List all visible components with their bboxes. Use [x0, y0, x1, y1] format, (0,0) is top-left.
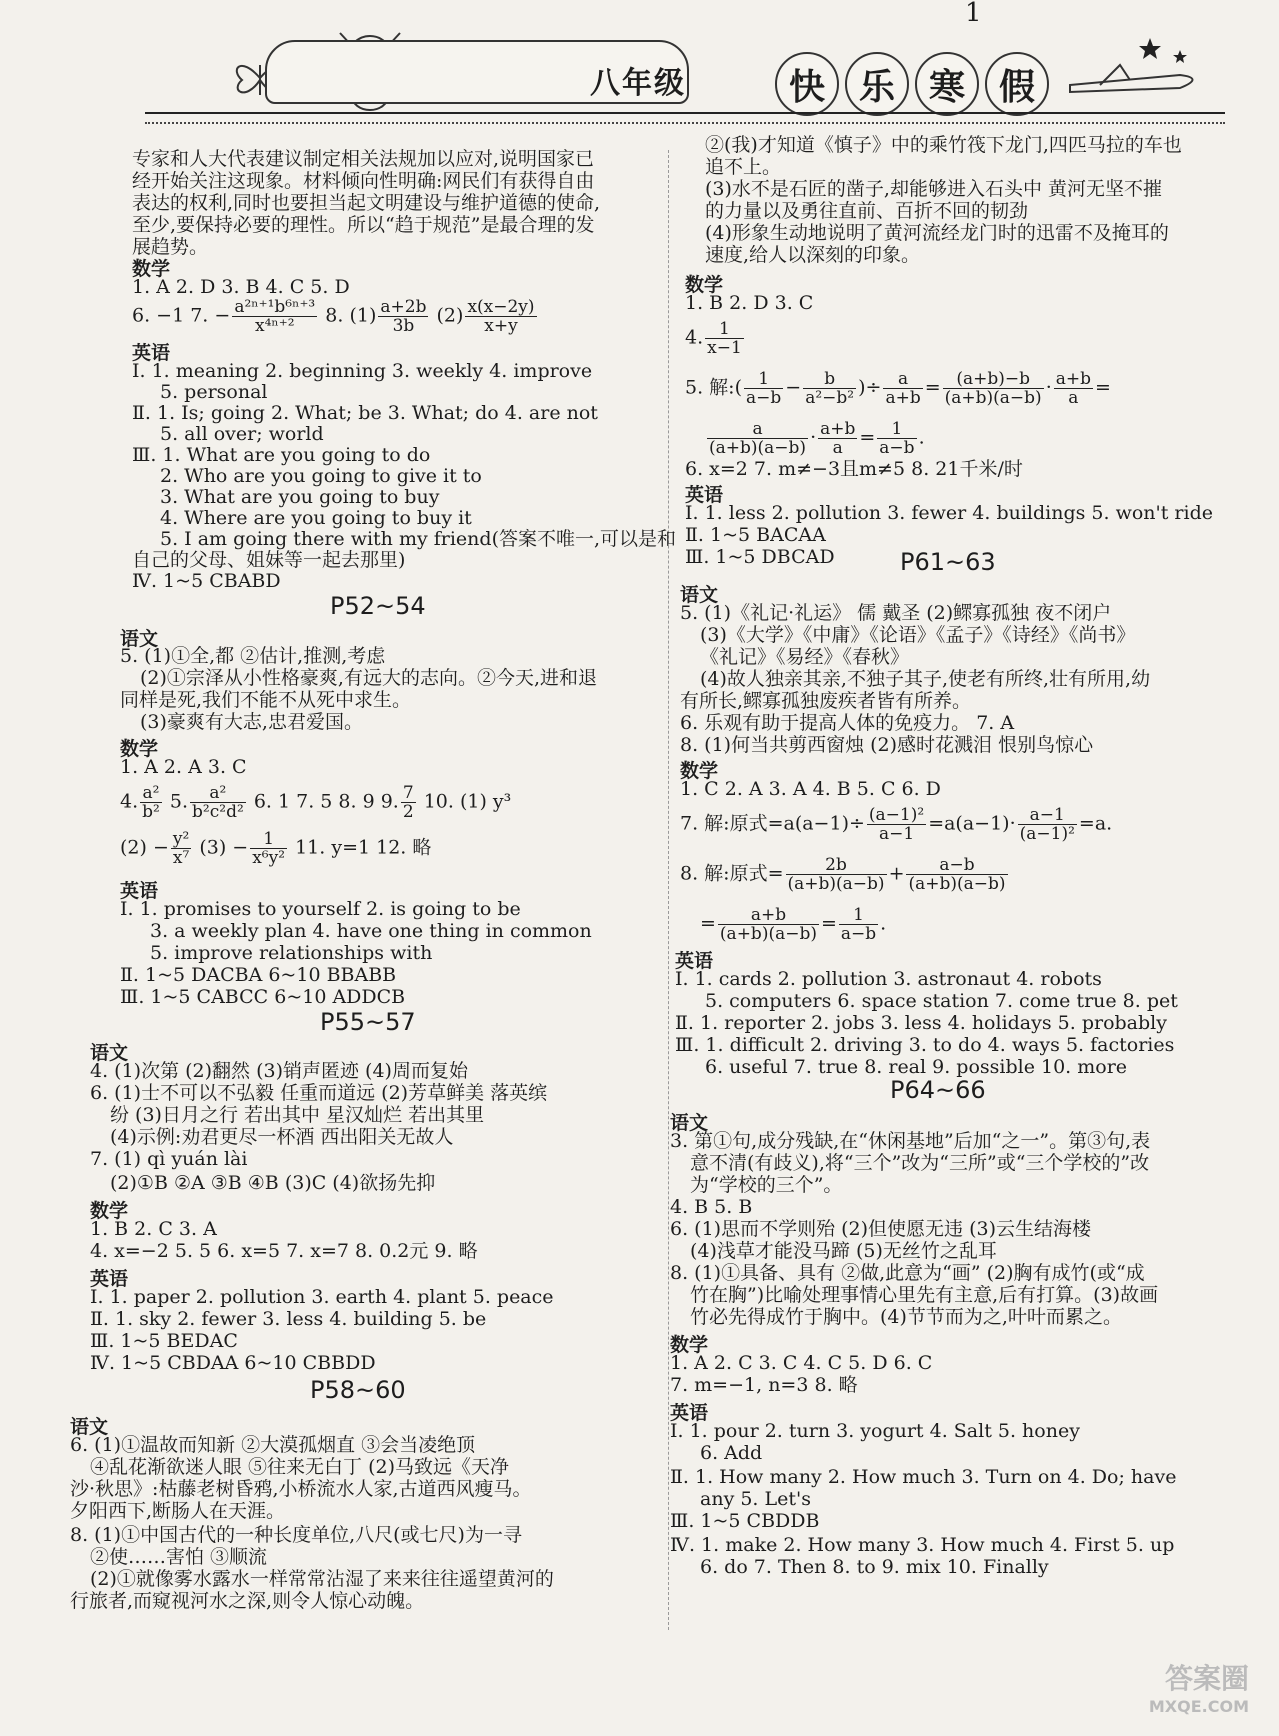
text-line: 为“学校的三个”。 [690, 1174, 843, 1196]
numerator: x(x−2y) [467, 297, 535, 317]
text-line: (2)①就像雾水露水一样常常沾湿了来来往往遥望黄河的 [90, 1568, 554, 1590]
title-char-4: 假 [985, 52, 1049, 116]
text-span: =a(a−1)· [928, 812, 1016, 835]
text-line: 3. 第①句,成分残缺,在“休闲基地”后加“之一”。第③句,表 [670, 1130, 1151, 1152]
numerator: (a+b)−b [943, 370, 1044, 389]
text-line: Ⅰ. 1. paper 2. pollution 3. earth 4. plant 5. peace [90, 1286, 554, 1308]
section-title-english: 英语 [120, 880, 159, 902]
text-span: = [1095, 376, 1111, 399]
text-line: 5. (1)①全,都 ②估计,推测,考虑 [120, 645, 386, 667]
text-line: 4. B 5. B [670, 1196, 753, 1218]
text-line: 至少,要保持必要的理性。所以“趋于规范”是最合理的发 [132, 214, 595, 236]
text-line: 3. What are you going to buy [160, 486, 440, 508]
text-line: Ⅰ. 1. promises to yourself 2. is going to be [120, 898, 521, 920]
fraction [1054, 370, 1093, 407]
text-span: = [700, 912, 716, 935]
text-line: 速度,给人以深刻的印象。 [705, 244, 921, 266]
text-line: 6. useful 7. true 8. real 9. possible 10. more [705, 1056, 1128, 1078]
text-line: 8. (1)①具备、具有 ②做,此意为“画” (2)胸有成竹(或“成 [670, 1262, 1145, 1284]
text-line: Ⅲ. 1~5 BEDAC [90, 1330, 238, 1352]
fraction [818, 420, 857, 457]
text-line: 竹必先得成竹于胸中。(4)节节而为之,叶叶而累之。 [690, 1306, 1122, 1328]
numerator: a+b [718, 906, 819, 925]
text-line: 有所长,鳏寡孤独废疾者皆有所养。 [680, 690, 972, 712]
text-line: 5. all over; world [160, 423, 324, 445]
denominator: (a+b)(a−b) [944, 388, 1042, 408]
text-span: (2) − [120, 836, 169, 859]
section-title-english: 英语 [675, 950, 714, 972]
denominator: a [1068, 388, 1079, 408]
text-line: 4. (1)次第 (2)翻然 (3)销声匿迹 (4)周而复始 [90, 1060, 468, 1082]
section-title-math: 数学 [90, 1200, 129, 1222]
numerator: 1 [705, 320, 744, 339]
text-span: = [820, 912, 837, 935]
fraction [786, 856, 887, 893]
section-title-math: 数学 [685, 274, 724, 296]
text-span: )÷ [858, 376, 882, 399]
text-line: 1. A 2. C 3. C 4. C 5. D 6. C [670, 1352, 933, 1374]
fraction [250, 830, 287, 867]
numerator: 7 [402, 783, 414, 803]
section-title-chinese: 语文 [90, 1042, 129, 1064]
text-line: (3)水不是石匠的凿子,却能够进入石头中 黄河无坚不摧 [705, 178, 1162, 200]
text-span: · [810, 426, 817, 449]
text-line: ②使……害怕 ③顺流 [90, 1546, 268, 1568]
section-title-chinese: 语文 [680, 584, 719, 606]
text-line: 展趋势。 [132, 236, 209, 258]
denominator: (a−1)² [1019, 824, 1075, 844]
text-line: 5. personal [160, 381, 268, 403]
denominator: 2 [402, 802, 414, 822]
text-line: 6. (1)①温故而知新 ②大漠孤烟直 ③会当凌绝顶 [70, 1434, 476, 1456]
text-span: 4. [685, 326, 704, 349]
numerator: a [707, 420, 808, 439]
text-line: 意不清(有歧义),将“三个”改为“三所”或“三个学校的”改 [690, 1152, 1150, 1174]
numerator: (a−1)² [868, 805, 925, 825]
text-line: ②(我)才知道《慎子》中的乘竹筏下龙门,四匹马拉的车也 [705, 134, 1182, 156]
page-range-heading: P64~66 [890, 1076, 986, 1104]
text-line: 1. C 2. A 3. A 4. B 5. C 6. D [680, 778, 941, 800]
grade-label: 八年级 [590, 66, 686, 101]
math-line [700, 906, 886, 943]
denominator: x⁴ⁿ⁺² [255, 316, 295, 336]
text-line: Ⅱ. 1. Is; going 2. What; be 3. What; do 4. are not [132, 402, 598, 424]
fraction [718, 906, 819, 943]
denominator: (a+b)(a−b) [719, 924, 817, 944]
math-line [132, 298, 539, 335]
text-line: 4. x=−2 5. 5 6. x=5 7. x=7 8. 0.2元 9. 略 [90, 1240, 478, 1262]
title-char-2: 乐 [845, 52, 909, 116]
text-line: 4. Where are you going to buy it [160, 507, 472, 529]
page-range-heading: P61~63 [900, 548, 996, 576]
text-span: − [785, 376, 802, 399]
text-span: 4. [120, 790, 139, 813]
text-line: 5. (1)《礼记·礼运》 儒 戴圣 (2)鳏寡孤独 夜不闭户 [680, 602, 1112, 624]
fraction [707, 420, 808, 457]
header-dotted-rule [145, 122, 1225, 124]
text-line: 追不上。 [705, 156, 782, 178]
text-span: (3) − [199, 836, 249, 859]
denominator: (a+b)(a−b) [709, 438, 807, 458]
numerator: a² [140, 784, 162, 803]
text-line: Ⅰ. 1. less 2. pollution 3. fewer 4. buildings 5. won't ride [685, 502, 1213, 524]
text-span: 8. 解:原式= [680, 862, 784, 885]
section-title-english: 英语 [670, 1402, 709, 1424]
text-line: Ⅲ. 1. What are you going to do [132, 444, 431, 466]
text-span: 11. y=1 12. 略 [295, 836, 432, 859]
text-span: + [888, 862, 905, 885]
text-line: (4)形象生动地说明了黄河流经龙门时的迅雷不及掩耳的 [705, 222, 1169, 244]
text-span: · [1045, 376, 1052, 399]
text-line: 纷 (3)日月之行 若出其中 星汉灿烂 若出其里 [110, 1104, 485, 1126]
section-title-chinese: 语文 [670, 1112, 709, 1134]
section-title-english: 英语 [90, 1268, 129, 1290]
denominator: a [832, 438, 843, 458]
denominator: x⁷ [172, 848, 190, 868]
text-line: 专家和人大代表建议制定相关法规加以应对,说明国家已 [132, 148, 595, 170]
text-line: 表达的权利,同时也要担当起文明建设与维护道德的使命, [132, 192, 601, 214]
fraction [867, 806, 926, 843]
numerator: 2b [786, 856, 887, 875]
denominator: a−1 [878, 824, 915, 844]
numerator: a [883, 370, 922, 389]
text-line: 8. (1)何当共剪西窗烛 (2)感时花溅泪 恨别鸟惊心 [680, 734, 1094, 756]
numerator: 1 [877, 420, 916, 439]
watermark-text: 答案圈 [1164, 1662, 1249, 1695]
page-header [0, 0, 1279, 140]
text-line: ④乱花渐欲迷人眼 ⑤往来无白丁 (2)马致远《天净 [90, 1456, 509, 1478]
text-line: Ⅱ. 1~5 BACAA [685, 524, 826, 546]
denominator: (a+b)(a−b) [787, 874, 885, 894]
denominator: b² [142, 802, 160, 822]
column-divider [668, 150, 669, 1630]
numerator: a+b [820, 419, 856, 439]
text-line: 1. A 2. D 3. B 4. C 5. D [132, 276, 350, 298]
section-title-chinese: 语文 [120, 628, 159, 650]
numerator: a+2b [380, 297, 427, 317]
text-line: 行旅者,而窥视河水之深,则令人惊心动魄。 [70, 1590, 425, 1612]
fraction [378, 298, 428, 335]
text-line: 自己的父母、姐妹等一起去那里) [132, 549, 406, 571]
text-span: 7. 解:原式=a(a−1)÷ [680, 812, 865, 835]
text-line: 经开始关注这现象。材料倾向性明确:网民们有获得自由 [132, 170, 595, 192]
text-line: 的力量以及勇往直前、百折不回的韧劲 [705, 200, 1029, 222]
title-char-3: 寒 [915, 52, 979, 116]
denominator: x⁶y² [252, 848, 286, 868]
denominator: b²c²d² [192, 802, 244, 822]
text-line: 7. (1) qì yuán lài [90, 1148, 248, 1170]
math-line [680, 856, 1010, 893]
text-line: (4)故人独亲其亲,不独子其子,使老有所终,壮有所用,幼 [700, 668, 1151, 690]
text-line: 6. Add [700, 1442, 763, 1464]
section-title-english: 英语 [685, 484, 724, 506]
fraction [839, 906, 878, 943]
section-title-chinese: 语文 [70, 1416, 109, 1438]
text-line: any 5. Let's [700, 1488, 811, 1510]
denominator: a²−b² [805, 388, 855, 408]
denominator: (a+b)(a−b) [908, 874, 1006, 894]
text-span: 6. −1 7. − [132, 304, 231, 327]
text-line: 沙·秋思》:枯藤老树昏鸦,小桥流水人家,古道西风瘦马。 [70, 1478, 532, 1500]
text-line: 1. B 2. C 3. A [90, 1218, 217, 1240]
text-line: 6. (1)士不可以不弘毅 任重而道远 (2)芳草鲜美 落英缤 [90, 1082, 548, 1104]
text-line: (2)①B ②A ③B ④B (3)C (4)欲扬先抑 [110, 1172, 436, 1194]
page-range-heading: P55~57 [320, 1008, 416, 1036]
denominator: a−b [840, 924, 877, 944]
numerator: 1 [744, 370, 783, 389]
text-line: (4)浅草才能没马蹄 (5)无丝竹之乱耳 [690, 1240, 997, 1262]
text-line: (2)①宗泽从小性格豪爽,有远大的志向。②今天,进和退 [140, 667, 597, 689]
section-title-math: 数学 [120, 738, 159, 760]
header-rule [145, 112, 1225, 114]
denominator: x+y [484, 316, 518, 336]
text-line: 3. a weekly plan 4. have one thing in common [150, 920, 592, 942]
fraction [465, 298, 536, 335]
fraction [906, 856, 1007, 893]
text-line: 5. I am going there with my friend(答案不唯一,可以是和 [160, 528, 677, 550]
numerator: a²ⁿ⁺¹b⁶ⁿ⁺³ [234, 297, 316, 317]
text-span: 5. [169, 790, 189, 813]
fraction [877, 420, 916, 457]
text-span: 6. 1 7. 5 8. 9 9. [253, 790, 399, 813]
numerator: b [803, 370, 856, 389]
fraction [232, 298, 317, 335]
text-line: Ⅰ. 1. meaning 2. beginning 3. weekly 4. improve [132, 360, 593, 382]
watermark-url: MXQE.COM [1148, 1697, 1249, 1716]
text-span: = [924, 376, 941, 399]
text-span: . [918, 426, 925, 449]
text-line: 5. computers 6. space station 7. come true 8. pet [705, 990, 1178, 1012]
watermark-logo [1149, 1657, 1249, 1716]
section-title-math: 数学 [132, 258, 171, 280]
numerator: a² [190, 784, 246, 803]
text-line: Ⅳ. 1~5 CBABD [132, 570, 281, 592]
text-line: Ⅰ. 1. cards 2. pollution 3. astronaut 4. robots [675, 968, 1102, 990]
numerator: 1 [250, 830, 287, 849]
text-line: 夕阳西下,断肠人在天涯。 [70, 1500, 286, 1522]
math-line [685, 320, 746, 357]
text-line: Ⅰ. 1. pour 2. turn 3. yogurt 4. Salt 5. honey [670, 1420, 1080, 1442]
text-line: Ⅲ. 1. difficult 2. driving 3. to do 4. ways 5. factories [675, 1034, 1175, 1056]
text-line: Ⅱ. 1. reporter 2. jobs 3. less 4. holidays 5. probably [675, 1012, 1167, 1034]
fraction [140, 784, 162, 821]
section-title-english: 英语 [132, 342, 171, 364]
math-line [120, 784, 511, 821]
text-line: (3)《大学》《中庸》《论语》《孟子》《诗经》《尚书》 [700, 624, 1136, 646]
fraction [1018, 806, 1077, 843]
text-span: = [859, 426, 876, 449]
text-line: Ⅱ. 1. How many 2. How much 3. Turn on 4. Do; have [670, 1466, 1177, 1488]
page-corner-mark: 1 [965, 0, 982, 28]
title-char-1: 快 [775, 52, 839, 116]
text-line: 《礼记》《易经》《春秋》 [700, 646, 910, 668]
text-line: Ⅲ. 1~5 CBDDB [670, 1510, 820, 1532]
denominator: a−b [879, 438, 915, 458]
fraction [401, 784, 416, 821]
text-line: Ⅳ. 1. make 2. How many 3. How much 4. First 5. up [670, 1534, 1175, 1556]
fraction [744, 370, 783, 407]
math-line [705, 420, 925, 457]
denominator: a−b [746, 388, 782, 408]
denominator: 3b [392, 316, 415, 336]
text-line: 1. A 2. A 3. C [120, 756, 247, 778]
fraction [943, 370, 1044, 407]
text-line: 2. Who are you going to give it to [160, 465, 482, 487]
fraction [803, 370, 856, 407]
text-line: (4)示例:劝君更尽一杯酒 西出阳关无故人 [110, 1126, 454, 1148]
numerator: 1 [839, 906, 878, 925]
text-line: 5. improve relationships with [150, 942, 433, 964]
math-line: 5. 解:( $\frac{1}{a-b}$ − $\frac{b}{\text{a²−b²}}$ )÷ $\frac{a}{a+b}$ = $\frac{(a+b)-b}{(a+b)(a-b)}$ · $\frac{a+b}{a}$ = [685, 369, 1111, 408]
numerator: y² [172, 829, 190, 849]
text-span: 10. (1) y³ [423, 790, 512, 813]
section-title-math: 数学 [670, 1334, 709, 1356]
text-line: Ⅱ. 1~5 DACBA 6~10 BBABB [120, 964, 397, 986]
text-line: 竹在胸”)比喻处理事情心里先有主意,后有打算。(3)故画 [690, 1284, 1159, 1306]
text-line: 6. 乐观有助于提高人体的免疫力。 7. A [680, 712, 1015, 734]
text-span: 5. 解: [685, 376, 735, 399]
text-span: =a. [1078, 812, 1113, 835]
fraction [705, 320, 744, 357]
section-title-math: 数学 [680, 760, 719, 782]
numerator: a−1 [1018, 806, 1077, 825]
text-line: 7. m=−1, n=3 8. 略 [670, 1374, 858, 1396]
text-span: 8. (1) [325, 304, 377, 327]
text-line: 1. B 2. D 3. C [685, 292, 814, 314]
text-line: 同样是死,我们不能不从死中求生。 [120, 689, 412, 711]
denominator: x−1 [707, 338, 742, 358]
text-line: Ⅳ. 1~5 CBDAA 6~10 CBBDD [90, 1352, 376, 1374]
math-line [680, 806, 1112, 843]
text-span: (2) [436, 304, 464, 327]
page-range-heading: P52~54 [330, 592, 426, 620]
text-line: 8. (1)①中国古代的一种长度单位,八尺(或七尺)为一寻 [70, 1524, 522, 1546]
fraction [171, 830, 191, 867]
fraction [883, 370, 922, 407]
text-line: 6. (1)思而不学则殆 (2)但使愿无违 (3)云生结海楼 [670, 1218, 1091, 1240]
denominator: a+b [885, 388, 921, 408]
page-range-heading: P58~60 [310, 1376, 406, 1404]
text-line: 6. x=2 7. m≠−3且m≠5 8. 21千米/时 [685, 458, 1023, 480]
numerator: a+b [1055, 369, 1091, 389]
numerator: a−b [906, 856, 1007, 875]
text-line: Ⅲ. 1~5 DBCAD [685, 546, 835, 568]
text-line: Ⅱ. 1. sky 2. fewer 3. less 4. building 5. be [90, 1308, 487, 1330]
text-line: 6. do 7. Then 8. to 9. mix 10. Finally [700, 1556, 1049, 1578]
math-line [120, 830, 431, 867]
spaceship-icon [1060, 30, 1210, 110]
text-line: (3)豪爽有大志,忠君爱国。 [140, 711, 363, 733]
text-span: . [880, 912, 887, 935]
text-line: Ⅲ. 1~5 CABCC 6~10 ADDCB [120, 986, 406, 1008]
fraction [190, 784, 246, 821]
